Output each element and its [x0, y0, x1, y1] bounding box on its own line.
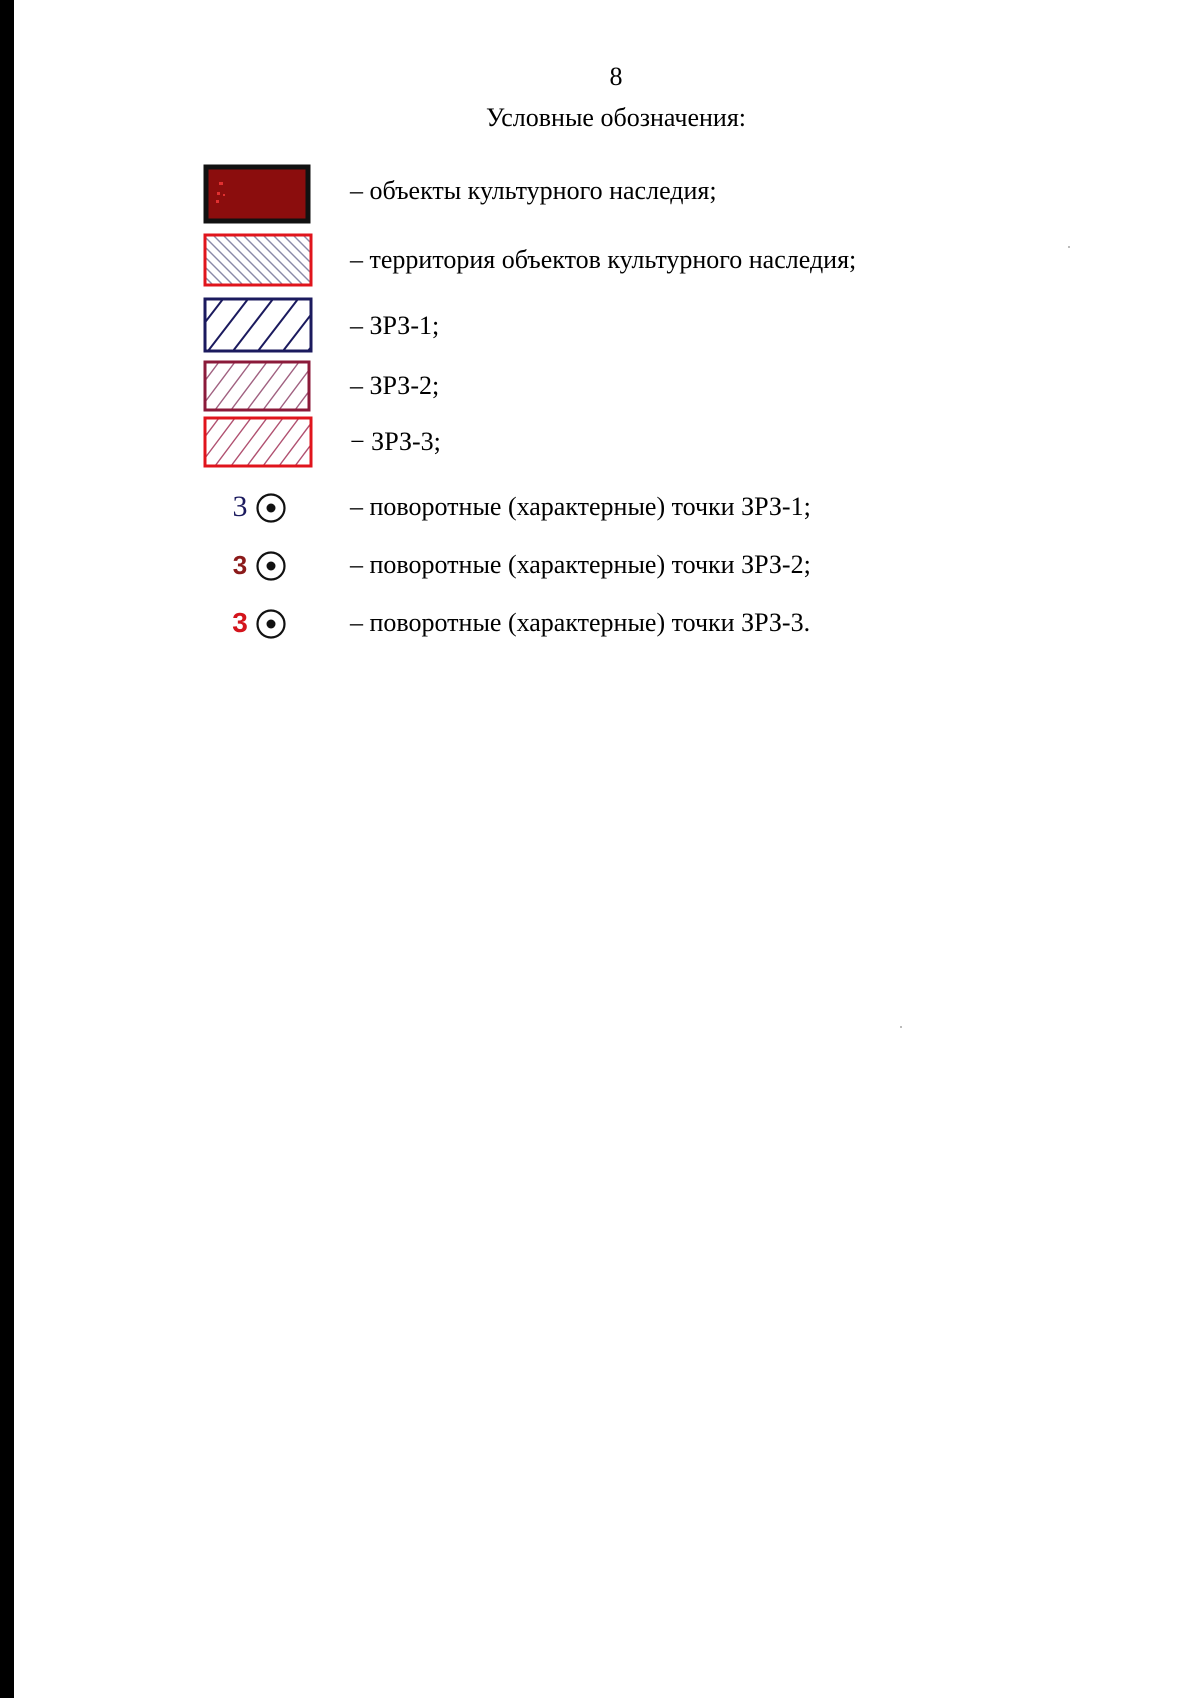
legend-item-zrz-1: [0, 297, 1200, 357]
heritage-territory-symbol: [203, 233, 313, 289]
zrz-2-symbol: [203, 360, 313, 414]
zrz-1-symbol: [203, 297, 313, 355]
zrz-3-symbol: [203, 416, 313, 470]
legend-label: − ЗРЗ-3;: [350, 427, 441, 456]
point-zrz-2-symbol: [228, 545, 298, 585]
point-number: 3: [232, 607, 248, 638]
legend-item-points-zrz-2: [0, 543, 1200, 603]
legend-item-zrz-3: [0, 416, 1200, 476]
legend-label: – поворотные (характерные) точки ЗРЗ-1;: [350, 492, 811, 521]
legend-label: – поворотные (характерные) точки ЗРЗ-3.: [350, 608, 811, 637]
legend-label: – ЗРЗ-2;: [350, 371, 440, 400]
target-point-icon: [255, 492, 287, 524]
point-zrz-3-symbol: [228, 603, 298, 643]
legend-label: – объекты культурного наследия;: [350, 176, 717, 205]
scan-artifact: [1068, 246, 1070, 248]
page-number: 8: [609, 62, 623, 91]
heritage-object-symbol: [203, 164, 313, 224]
target-point-icon: [255, 608, 287, 640]
legend-item-zrz-2: [0, 360, 1200, 420]
scan-artifact: [900, 1026, 902, 1028]
legend-item-points-zrz-3: [0, 601, 1200, 661]
legend-item-points-zrz-1: [0, 485, 1200, 545]
legend-item-heritage-territory: [0, 233, 1200, 293]
legend-title: Условные обозначения:: [485, 103, 747, 132]
point-number: 3: [232, 490, 248, 523]
legend-label: – территория объектов культурного наследия;: [350, 245, 857, 274]
legend-label: – поворотные (характерные) точки ЗРЗ-2;: [350, 550, 811, 579]
legend-label: – ЗРЗ-1;: [350, 311, 440, 340]
legend-item-heritage-objects: [0, 162, 1200, 222]
point-number: 3: [232, 550, 248, 580]
point-zrz-1-symbol: [228, 487, 298, 527]
target-point-icon: [255, 550, 287, 582]
